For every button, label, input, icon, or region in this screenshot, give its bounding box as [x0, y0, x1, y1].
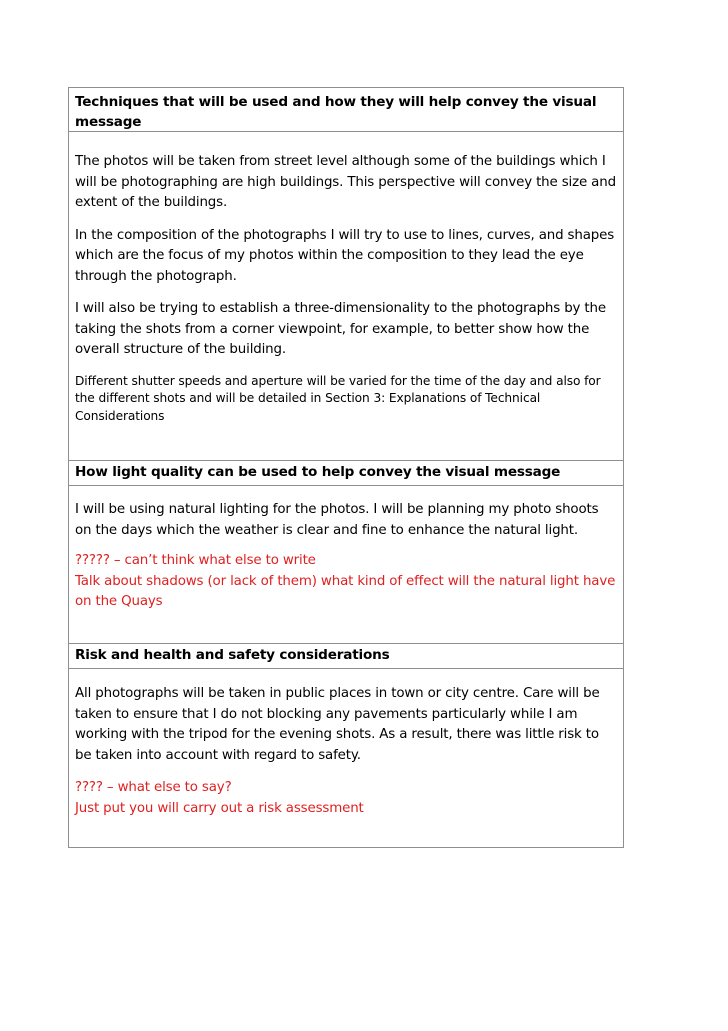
- section-content-techniques: [69, 131, 623, 460]
- comment-risk-assessment: Just put you will carry out a risk assessment: [75, 800, 364, 816]
- planning-table: [68, 87, 624, 848]
- paragraph-public-places: All photographs will be taken in public places in town or city centre. Care will be taken to ensure that I do not blocking any pavements particularly while I am working with the tripod for the evening shots. As a result, there was little risk to be taken into account with regard to safety.: [75, 686, 600, 763]
- section-heading-light-quality: How light quality can be used to help convey the visual message: [69, 460, 623, 485]
- section-heading-techniques: Techniques that will be used and how they will help convey the visual message: [75, 94, 597, 130]
- section-content-risk-safety: [69, 668, 623, 847]
- paragraph-shutter-aperture: Different shutter speeds and aperture will be varied for the time of the day and also for the different shots and will be detailed in Section 3: Explanations of Technical Considerations: [75, 373, 601, 423]
- paragraph-composition: In the composition of the photographs I will try to use to lines, curves, and shapes which are the focus of my photos within the composition to they lead the eye through the photograph.: [75, 227, 615, 284]
- section-heading-risk-safety: Risk and health and safety considerations: [69, 643, 623, 668]
- comment-shadows: Talk about shadows (or lack of them) what kind of effect will the natural light have on the Quays: [75, 573, 616, 609]
- comment-what-else: ???? – what else to say?: [75, 780, 232, 795]
- paragraph-three-dimensionality: I will also be trying to establish a three-dimensionality to the photographs by the taking the shots from a corner viewpoint, for example, to better show how the overall structure of the building.: [75, 301, 606, 357]
- paragraph-perspective: The photos will be taken from street level although some of the buildings which I will be photographing are high buildings. This perspective will convey the size and extent of the buildings.: [75, 154, 616, 210]
- comment-cant-think: ????? – can’t think what else to write: [75, 553, 316, 568]
- section-content-light-quality: [69, 485, 623, 643]
- paragraph-natural-lighting: I will be using natural lighting for the photos. I will be planning my photo shoots on the days which the weather is clear and fine to enhance the natural light.: [75, 502, 599, 538]
